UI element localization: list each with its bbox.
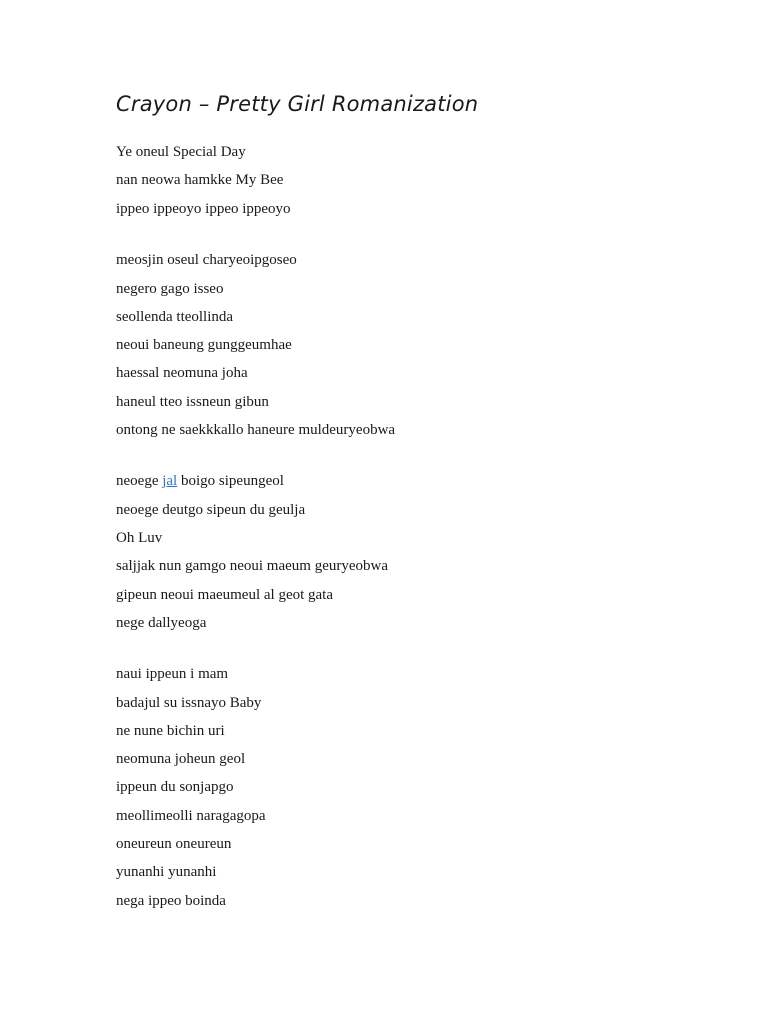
lyric-line-8: haessal neomuna joha — [116, 365, 248, 381]
lyric-line-15: gipeun neoui maeumeul al geot gata — [116, 587, 334, 603]
lyric-text: boigo sipeungeol — [177, 473, 284, 489]
lyric-line-5: negero gago isseo — [116, 281, 224, 297]
lyric-line-13: Oh Luv — [116, 530, 163, 546]
lyric-line-18: badajul su issnayo Baby — [116, 695, 262, 711]
lyric-line-6: seollenda tteollinda — [116, 309, 234, 325]
hyperlink[interactable]: jal — [162, 473, 178, 489]
lyric-line-11 — [116, 471, 284, 491]
lyric-line-25: nega ippeo boinda — [116, 893, 226, 909]
lyric-line-24: yunanhi yunanhi — [116, 864, 217, 880]
lyric-line-1: Ye oneul Special Day — [116, 144, 246, 160]
lyric-line-9: haneul tteo issneun gibun — [116, 394, 269, 410]
lyric-line-22: meollimeolli naragagopa — [116, 808, 266, 824]
lyric-line-12: neoege deutgo sipeun du geulja — [116, 502, 306, 518]
lyric-line-17: naui ippeun i mam — [116, 666, 229, 682]
lyric-line-3: ippeo ippeoyo ippeo ippeoyo — [116, 201, 291, 217]
lyric-line-19: ne nune bichin uri — [116, 723, 225, 739]
lyric-line-20: neomuna joheun geol — [116, 751, 246, 767]
lyric-line-14: saljjak nun gamgo neoui maeum geuryeobwa — [116, 558, 389, 574]
lyric-line-21: ippeun du sonjapgo — [116, 779, 234, 795]
lyric-line-7: neoui baneung gunggeumhae — [116, 337, 292, 353]
lyric-line-16: nege dallyeoga — [116, 615, 207, 631]
document-title: Crayon – Pretty Girl Romanization — [116, 92, 479, 116]
lyric-line-4: meosjin oseul charyeoipgoseo — [116, 252, 297, 268]
lyric-text: neoege — [116, 473, 163, 489]
lyric-line-23: oneureun oneureun — [116, 836, 232, 852]
lyric-line-2: nan neowa hamkke My Bee — [116, 172, 284, 188]
lyric-line-10: ontong ne saekkkallo haneure muldeuryeobwa — [116, 422, 396, 438]
